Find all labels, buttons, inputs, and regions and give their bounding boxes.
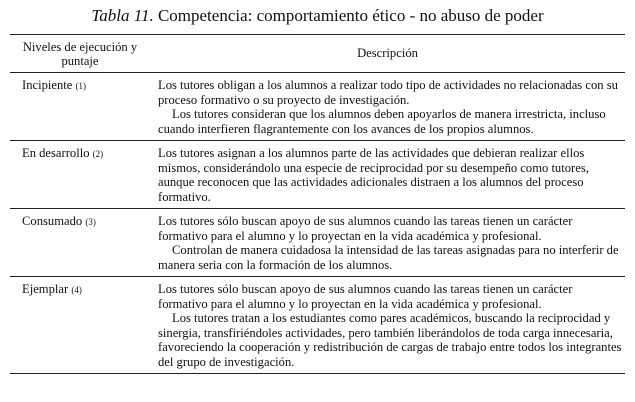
- level-score: (1): [75, 81, 87, 91]
- description-paragraph: Los tutores obligan a los alumnos a realizar todo tipo de actividades no relacionadas con su proceso formativo o su proyecto de investigación.: [158, 78, 618, 107]
- header-row: [10, 35, 625, 73]
- table-number: Tabla 11.: [91, 6, 154, 25]
- table-title-text: Competencia: comportamiento ético - no abuso de poder: [157, 6, 544, 25]
- level-cell: [10, 277, 150, 374]
- level-score: (2): [92, 149, 104, 159]
- level-label: En desarrollo: [22, 146, 90, 160]
- description-cell: [150, 141, 625, 209]
- description-paragraph: Los tutores sólo buscan apoyo de sus alumnos cuando las tareas tienen un carácter formativo para el alumno y lo proyectan en la vida académica y profesional.: [158, 214, 573, 243]
- description-paragraph: Los tutores consideran que los alumnos deben apoyarlos de manera irrestricta, incluso cuando interfieren flagrantemente con los avances de los propios alumnos.: [158, 107, 606, 136]
- description-paragraph: Los tutores asignan a los alumnos parte de las actividades que debieran realizar ellos mismos, considerándolo una especie de reciprocidad por su desempeño como tutores, aunque reconocen que las actividades adicionales distraen a los alumnos del proceso formativo.: [158, 146, 589, 204]
- header-levels: Niveles de ejecución y puntaje: [10, 35, 150, 73]
- level-score: (3): [85, 217, 96, 227]
- table-title: [0, 5, 635, 27]
- level-cell: [10, 209, 150, 277]
- header-description: Descripción: [150, 35, 625, 73]
- level-label: Incipiente: [22, 78, 73, 92]
- table-row: [10, 277, 625, 374]
- description-paragraph: Los tutores sólo buscan apoyo de sus alumnos cuando las tareas tienen un carácter formativo para el alumno y lo proyectan en la vida académica y profesional.: [158, 282, 573, 311]
- description-cell: [150, 277, 625, 374]
- level-score: (4): [71, 285, 82, 295]
- level-cell: [10, 141, 150, 209]
- level-cell: [10, 73, 150, 141]
- description-cell: [150, 209, 625, 277]
- level-label: Ejemplar: [22, 282, 69, 296]
- description-paragraph: Los tutores tratan a los estudiantes como pares académicos, buscando la reciprocidad y sinergia, transfiriéndoles actividades, pero también liberándolos de toda carga innecesaria, favoreciendo la cooperación y redistribución de cargas de trabajo entre todos los integrantes del grupo de investigación.: [158, 311, 622, 369]
- table-row: [10, 73, 625, 141]
- table-row: [10, 141, 625, 209]
- table-row: [10, 209, 625, 277]
- level-label: Consumado: [22, 214, 83, 228]
- description-paragraph: Controlan de manera cuidadosa la intensidad de las tareas asignadas para no interferir de manera seria con la formación de los alumnos.: [158, 243, 619, 272]
- description-cell: [150, 73, 625, 141]
- rubric-table: [10, 34, 625, 374]
